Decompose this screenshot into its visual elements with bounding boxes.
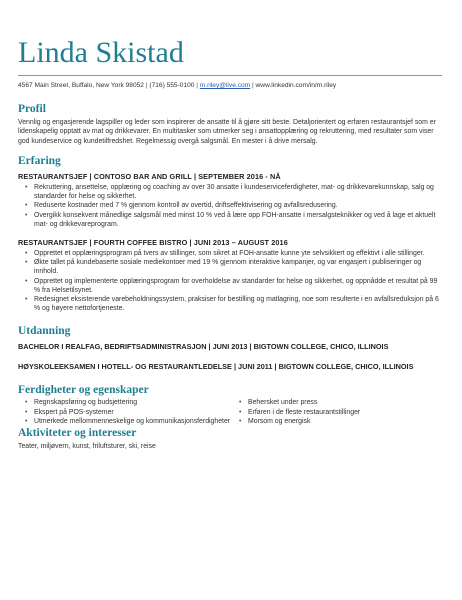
list-item: • Reduserte kostnader med 7 % gjennom kontroll av overtid, driftseffektivisering og avfallsredusering. bbox=[18, 201, 442, 210]
list-item: • Regnskapsføring og budsjettering bbox=[18, 398, 232, 407]
profil-heading: Profil bbox=[18, 103, 46, 115]
list-item: • Ekspert på POS-systemer bbox=[18, 408, 232, 417]
education-entry: BACHELOR I REALFAG, BEDRIFTSADMINISTRASJON | JUNI 2013 | BIGTOWN COLLEGE, CHICO, ILLINOIS bbox=[18, 342, 389, 352]
phone: (716) 555-0100 bbox=[149, 82, 195, 89]
list-item: • Økte tallet på kundebaserte sosiale mediekontoer med 19 % gjennom interaktive kampanjer, og var engasjert i publiseringer og innhold. bbox=[18, 258, 442, 276]
skills-columns bbox=[18, 396, 442, 426]
job-title: RESTAURANTSJEF | CONTOSO BAR AND GRILL | SEPTEMBER 2016 - NÅ bbox=[18, 171, 281, 181]
list-item: • Opprettet et opplæringsprogram på tvers av stillinger, som sikret at FOH-ansatte kunne yte selvsikkert og effektivt i alle stillinger. bbox=[18, 249, 442, 258]
profil-text: Vennlig og engasjerende lagspiller og leder som inspirerer de ansatte til å gjøre sitt beste. Detaljorientert og erfaren restaurantsjef som er lidenskapelig opptatt av mat og drikkevarer. En multitasker som utmerker seg i ansattopplæring og rekruttering, med resultater som viser god kundeservice og kundetilfredshet. Regelmessig overgå salgsmål. En mester i å drive mersalg. bbox=[18, 119, 436, 145]
resume-name: Linda Skistad bbox=[18, 36, 184, 69]
list-item: • Overgikk konsekvent månedlige salgsmål med minst 10 % ved å lære opp FOH-ansatte i mersalgsteknikker og ved å lage et aktuelt mat- og drikkevareprogram. bbox=[18, 211, 442, 229]
list-item: • Erfaren i de fleste restaurantstillinger bbox=[232, 408, 442, 417]
aktiviteter-text: Teater, miljøvern, kunst, friluftsturer, ski, reise bbox=[18, 442, 156, 450]
list-item: • Rekruttering, ansettelse, opplæring og coaching av over 30 ansatte i kundeserviceferdigheter, mat- og drikkevarekunnskap, salg og standarder for helse og sikkerhet. bbox=[18, 183, 442, 201]
profil-section bbox=[18, 103, 442, 146]
erfaring-heading: Erfaring bbox=[18, 154, 61, 167]
job-bullets bbox=[18, 183, 442, 229]
address: 4567 Main Street, Buffalo, New York 98052 bbox=[18, 82, 144, 89]
job-entry bbox=[18, 238, 442, 313]
utdanning-heading: Utdanning bbox=[18, 325, 71, 338]
list-item: • Opprettet og implementerte opplæringsprogram for overholdelse av standarder for helse og sikkerhet, og oppnådde et resultat på 99 % fra Helsetilsynet. bbox=[18, 277, 442, 295]
list-item: • Behersket under press bbox=[232, 398, 442, 407]
separator: | bbox=[143, 82, 150, 89]
erfaring-section bbox=[18, 155, 442, 313]
website: www.linkedin.com/in/m.riley bbox=[255, 82, 337, 89]
resume-page bbox=[18, 14, 442, 451]
list-item: • Redesignet eksisterende varebeholdningssystem, praksiser for bestilling og matlagring, noe som resulterte i en avfallsreduksjon på 6 % og høyere nettofortjeneste. bbox=[18, 295, 442, 313]
job-bullets bbox=[18, 249, 442, 313]
ferdigheter-section bbox=[18, 384, 442, 426]
ferdigheter-heading: Ferdigheter og egenskaper bbox=[18, 384, 149, 397]
separator: | bbox=[194, 82, 200, 89]
list-item: • Morsom og energisk bbox=[232, 417, 442, 426]
list-item: • Utmerkede mellommenneskelige og kommunikasjonsferdigheter bbox=[18, 417, 232, 426]
aktiviteter-section bbox=[18, 427, 442, 451]
utdanning-section bbox=[18, 325, 442, 372]
separator: | bbox=[250, 82, 256, 89]
skills-left bbox=[18, 398, 232, 426]
job-entry bbox=[18, 172, 442, 229]
aktiviteter-heading: Aktiviteter og interesser bbox=[18, 426, 137, 439]
email-link[interactable]: m.riley@live.com bbox=[199, 82, 251, 89]
contact-line bbox=[18, 82, 442, 89]
job-title: RESTAURANTSJEF | FOURTH COFFEE BISTRO | JUNI 2013 – AUGUST 2016 bbox=[18, 237, 288, 247]
header-rule bbox=[18, 75, 442, 76]
education-entry: HØYSKOLEEKSAMEN I HOTELL- OG RESTAURANTLEDELSE | JUNI 2011 | BIGTOWN COLLEGE, CHICO, ILLINOIS bbox=[18, 361, 414, 371]
skills-right bbox=[232, 398, 442, 426]
